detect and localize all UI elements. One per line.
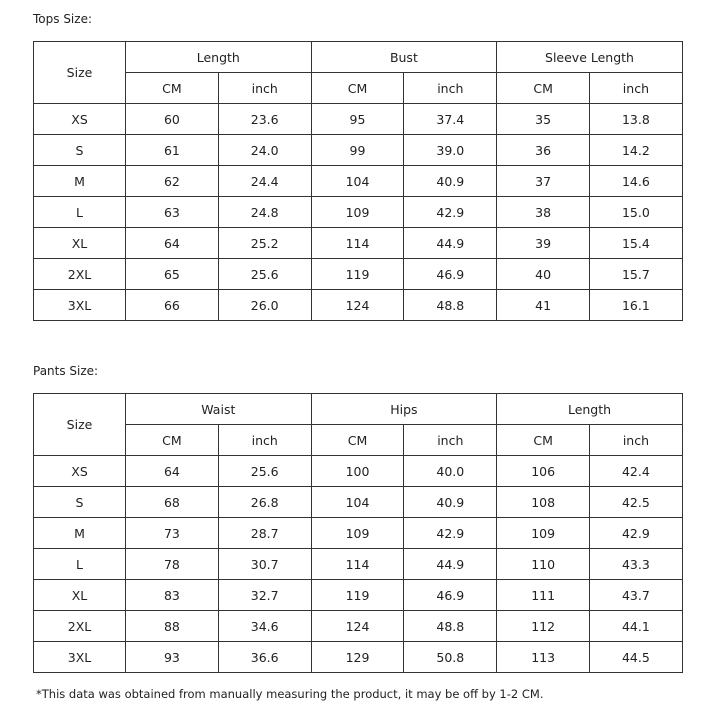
measurement-cell: 25.2 <box>218 228 311 259</box>
measurement-cell: 68 <box>126 487 219 518</box>
tops-unit-cell: CM <box>497 73 590 104</box>
size-cell: M <box>34 518 126 549</box>
measurement-cell: 41 <box>497 290 590 321</box>
measurement-cell: 42.9 <box>590 518 683 549</box>
measurement-cell: 64 <box>126 456 219 487</box>
measurement-cell: 43.7 <box>590 580 683 611</box>
table-row <box>34 104 683 135</box>
table-row <box>34 549 683 580</box>
measurement-cell: 100 <box>311 456 404 487</box>
tops-unit-cell: inch <box>218 73 311 104</box>
table-row <box>34 259 683 290</box>
tops-group-sleeve-length: Sleeve Length <box>497 42 683 73</box>
pants-unit-cell: inch <box>404 425 497 456</box>
table-row <box>34 228 683 259</box>
size-cell: 3XL <box>34 642 126 673</box>
size-cell: L <box>34 549 126 580</box>
measurement-cell: 109 <box>311 197 404 228</box>
measurement-cell: 24.4 <box>218 166 311 197</box>
measurement-cell: 36.6 <box>218 642 311 673</box>
tops-unit-cell: CM <box>126 73 219 104</box>
table-row <box>34 135 683 166</box>
tops-group-bust: Bust <box>311 42 497 73</box>
measurement-cell: 50.8 <box>404 642 497 673</box>
table-row <box>34 518 683 549</box>
size-cell: S <box>34 135 126 166</box>
pants-group-waist: Waist <box>126 394 312 425</box>
tops-size-header: Size <box>34 42 126 104</box>
pants-group-header-row <box>34 394 683 425</box>
measurement-cell: 83 <box>126 580 219 611</box>
measurement-cell: 78 <box>126 549 219 580</box>
measurement-cell: 25.6 <box>218 456 311 487</box>
table-row <box>34 642 683 673</box>
tops-unit-cell: inch <box>404 73 497 104</box>
measurement-cell: 26.0 <box>218 290 311 321</box>
measurement-cell: 14.6 <box>590 166 683 197</box>
pants-group-length: Length <box>497 394 683 425</box>
measurement-cell: 93 <box>126 642 219 673</box>
pants-size-label: Pants Size: <box>33 364 99 378</box>
tops-group-header-row <box>34 42 683 73</box>
tops-unit-cell: CM <box>311 73 404 104</box>
measurement-cell: 73 <box>126 518 219 549</box>
table-row <box>34 487 683 518</box>
measurement-cell: 15.7 <box>590 259 683 290</box>
table-row <box>34 197 683 228</box>
tops-size-label: Tops Size: <box>33 12 92 26</box>
measurement-cell: 24.8 <box>218 197 311 228</box>
measurement-cell: 109 <box>497 518 590 549</box>
measurement-cell: 124 <box>311 611 404 642</box>
size-cell: XL <box>34 580 126 611</box>
measurement-cell: 99 <box>311 135 404 166</box>
measurement-footnote: *This data was obtained from manually measuring the product, it may be off by 1-2 CM. <box>36 687 544 701</box>
measurement-cell: 15.4 <box>590 228 683 259</box>
measurement-cell: 24.0 <box>218 135 311 166</box>
table-row <box>34 456 683 487</box>
measurement-cell: 42.9 <box>404 518 497 549</box>
size-cell: XS <box>34 104 126 135</box>
measurement-cell: 104 <box>311 166 404 197</box>
tops-unit-header-row <box>34 73 683 104</box>
size-cell: L <box>34 197 126 228</box>
measurement-cell: 48.8 <box>404 611 497 642</box>
measurement-cell: 88 <box>126 611 219 642</box>
measurement-cell: 62 <box>126 166 219 197</box>
table-row <box>34 580 683 611</box>
measurement-cell: 39 <box>497 228 590 259</box>
measurement-cell: 35 <box>497 104 590 135</box>
measurement-cell: 39.0 <box>404 135 497 166</box>
measurement-cell: 48.8 <box>404 290 497 321</box>
measurement-cell: 46.9 <box>404 259 497 290</box>
size-cell: 2XL <box>34 611 126 642</box>
pants-table-body <box>34 456 683 673</box>
measurement-cell: 30.7 <box>218 549 311 580</box>
pants-unit-cell: CM <box>497 425 590 456</box>
size-cell: 2XL <box>34 259 126 290</box>
measurement-cell: 124 <box>311 290 404 321</box>
measurement-cell: 32.7 <box>218 580 311 611</box>
measurement-cell: 113 <box>497 642 590 673</box>
measurement-cell: 114 <box>311 549 404 580</box>
measurement-cell: 14.2 <box>590 135 683 166</box>
size-cell: XL <box>34 228 126 259</box>
measurement-cell: 40.9 <box>404 166 497 197</box>
pants-unit-cell: inch <box>590 425 683 456</box>
table-row <box>34 611 683 642</box>
size-cell: M <box>34 166 126 197</box>
measurement-cell: 44.1 <box>590 611 683 642</box>
measurement-cell: 15.0 <box>590 197 683 228</box>
tops-size-table <box>33 41 683 321</box>
measurement-cell: 95 <box>311 104 404 135</box>
pants-size-header: Size <box>34 394 126 456</box>
size-cell: XS <box>34 456 126 487</box>
measurement-cell: 44.9 <box>404 228 497 259</box>
tops-group-length: Length <box>126 42 312 73</box>
measurement-cell: 112 <box>497 611 590 642</box>
pants-unit-cell: CM <box>311 425 404 456</box>
pants-size-table <box>33 393 683 673</box>
pants-unit-cell: CM <box>126 425 219 456</box>
measurement-cell: 119 <box>311 580 404 611</box>
measurement-cell: 26.8 <box>218 487 311 518</box>
measurement-cell: 23.6 <box>218 104 311 135</box>
measurement-cell: 44.9 <box>404 549 497 580</box>
measurement-cell: 61 <box>126 135 219 166</box>
measurement-cell: 40.9 <box>404 487 497 518</box>
measurement-cell: 109 <box>311 518 404 549</box>
measurement-cell: 44.5 <box>590 642 683 673</box>
measurement-cell: 38 <box>497 197 590 228</box>
pants-unit-header-row <box>34 425 683 456</box>
pants-group-hips: Hips <box>311 394 497 425</box>
measurement-cell: 42.4 <box>590 456 683 487</box>
measurement-cell: 104 <box>311 487 404 518</box>
measurement-cell: 110 <box>497 549 590 580</box>
measurement-cell: 34.6 <box>218 611 311 642</box>
measurement-cell: 63 <box>126 197 219 228</box>
measurement-cell: 65 <box>126 259 219 290</box>
measurement-cell: 25.6 <box>218 259 311 290</box>
measurement-cell: 13.8 <box>590 104 683 135</box>
measurement-cell: 37 <box>497 166 590 197</box>
measurement-cell: 64 <box>126 228 219 259</box>
measurement-cell: 108 <box>497 487 590 518</box>
tops-table-body <box>34 104 683 321</box>
table-row <box>34 166 683 197</box>
measurement-cell: 129 <box>311 642 404 673</box>
measurement-cell: 114 <box>311 228 404 259</box>
measurement-cell: 46.9 <box>404 580 497 611</box>
measurement-cell: 106 <box>497 456 590 487</box>
measurement-cell: 36 <box>497 135 590 166</box>
measurement-cell: 119 <box>311 259 404 290</box>
measurement-cell: 43.3 <box>590 549 683 580</box>
measurement-cell: 40 <box>497 259 590 290</box>
measurement-cell: 37.4 <box>404 104 497 135</box>
tops-unit-cell: inch <box>590 73 683 104</box>
size-cell: S <box>34 487 126 518</box>
table-row <box>34 290 683 321</box>
measurement-cell: 28.7 <box>218 518 311 549</box>
measurement-cell: 40.0 <box>404 456 497 487</box>
measurement-cell: 16.1 <box>590 290 683 321</box>
measurement-cell: 42.9 <box>404 197 497 228</box>
pants-unit-cell: inch <box>218 425 311 456</box>
measurement-cell: 42.5 <box>590 487 683 518</box>
measurement-cell: 66 <box>126 290 219 321</box>
size-cell: 3XL <box>34 290 126 321</box>
measurement-cell: 111 <box>497 580 590 611</box>
measurement-cell: 60 <box>126 104 219 135</box>
